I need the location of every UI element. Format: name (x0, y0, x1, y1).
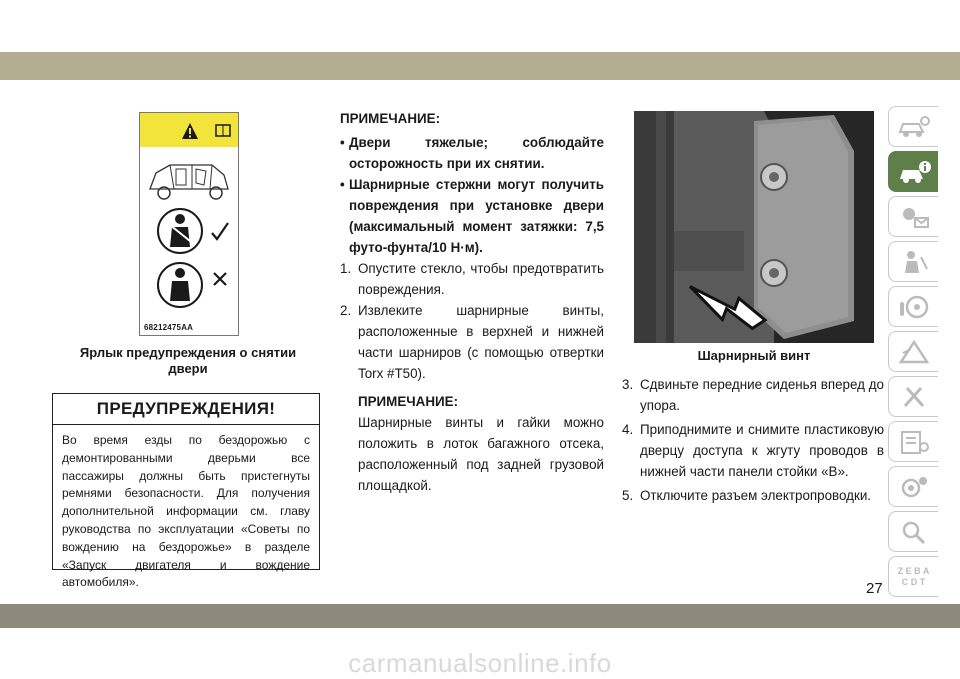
top-band (0, 52, 960, 80)
step-number: 1. (340, 261, 352, 276)
tab-multimedia[interactable] (888, 466, 938, 507)
tab-emergency[interactable] (888, 331, 938, 372)
bullet-text: Двери тяжелые; соблюдайте осторожность при их снятии. (349, 135, 604, 171)
steering-wheel-icon (897, 294, 931, 320)
chapter-sidebar (888, 106, 938, 601)
warning-triangle-icon (897, 339, 931, 365)
index-icon: Z E B A C D T (897, 565, 930, 587)
sub-note-heading: ПРИМЕЧАНИЕ: (358, 394, 459, 409)
step-item (622, 374, 884, 416)
sub-note-text: Шарнирные винты и гайки можно положить в лоток багажного отсека, расположенный под задней грузовой площадкой. (358, 415, 604, 493)
step-item (622, 485, 884, 506)
bullet-text: Шарнирные стержни могут получить повреждения при установке двери (максимальный момент затяжки: 7,5 футо-фунта/10 Н·м). (349, 177, 604, 255)
right-column-steps (622, 374, 884, 506)
step-item (340, 300, 604, 384)
note-heading: ПРИМЕЧАНИЕ: (340, 111, 441, 126)
step-text: Приподнимите и снимите пластиковую дверцу доступа к жгуту проводов в нижней части панели стойки «B». (640, 422, 884, 479)
warning-lights-icon (897, 204, 931, 230)
label-illustration (140, 113, 239, 336)
multimedia-icon (897, 474, 931, 500)
step-number: 2. (340, 303, 352, 318)
tab-safety[interactable] (888, 241, 938, 282)
car-info-icon (897, 159, 931, 185)
tab-technical-specs[interactable] (888, 421, 938, 462)
safety-seat-icon (897, 249, 931, 275)
step-number: 3. (622, 377, 634, 392)
tab-starting-driving[interactable] (888, 286, 938, 327)
bullet-mark: • (340, 135, 345, 150)
warning-label-image (139, 112, 239, 336)
tab-car-info[interactable] (888, 151, 938, 192)
tab-warning-lights[interactable] (888, 196, 938, 237)
warning-title: ПРЕДУПРЕЖДЕНИЯ! (53, 394, 319, 425)
step-text: Отключите разъем электропроводки. (640, 488, 872, 503)
hinge-illustration (634, 111, 874, 343)
car-key-icon (897, 114, 931, 140)
step-text: Извлеките шарнирные винты, расположенные в верхней и нижней части шарниров (с помощью отвертки Torx #T50). (358, 303, 604, 381)
label-part-number: 68212475AA (144, 323, 194, 332)
bullet-item (340, 174, 604, 258)
tab-servicing[interactable] (888, 376, 938, 417)
warning-box (52, 393, 320, 590)
sub-note (340, 391, 604, 496)
middle-column (340, 108, 604, 496)
maintenance-list-icon (897, 429, 931, 455)
step-item (340, 258, 604, 300)
caption-left: Ярлык предупреждения о снятии двери (79, 345, 297, 376)
step-text: Опустите стекло, чтобы предотвратить повреждения. (358, 261, 604, 297)
bullet-item (340, 132, 604, 174)
bottom-band (0, 604, 960, 628)
step-item (622, 419, 884, 482)
hinge-photo (634, 111, 874, 343)
step-number: 4. (622, 422, 634, 437)
caption-right: Шарнирный винт (697, 348, 811, 363)
step-number: 5. (622, 488, 634, 503)
search-icon (897, 519, 931, 545)
tab-car-key[interactable] (888, 106, 938, 147)
page-number: 27 (866, 580, 883, 597)
tab-search[interactable] (888, 511, 938, 552)
bullet-mark: • (340, 177, 345, 192)
warning-text: Во время езды по бездорожью с демонтированными дверьми все пассажиры должны быть пристегнуты ремнями безопасности. Для получения дополнительной информации см. главу руководства по эксплуатации «Советы по вождению на бездорожье» в разделе «Запуск двигателя и вождение автомобиля». (62, 433, 310, 590)
tools-icon (897, 384, 931, 410)
watermark: carmanualsonline.info (348, 648, 612, 678)
tab-index[interactable] (888, 556, 938, 597)
step-text: Сдвиньте передние сиденья вперед до упора. (640, 377, 884, 413)
